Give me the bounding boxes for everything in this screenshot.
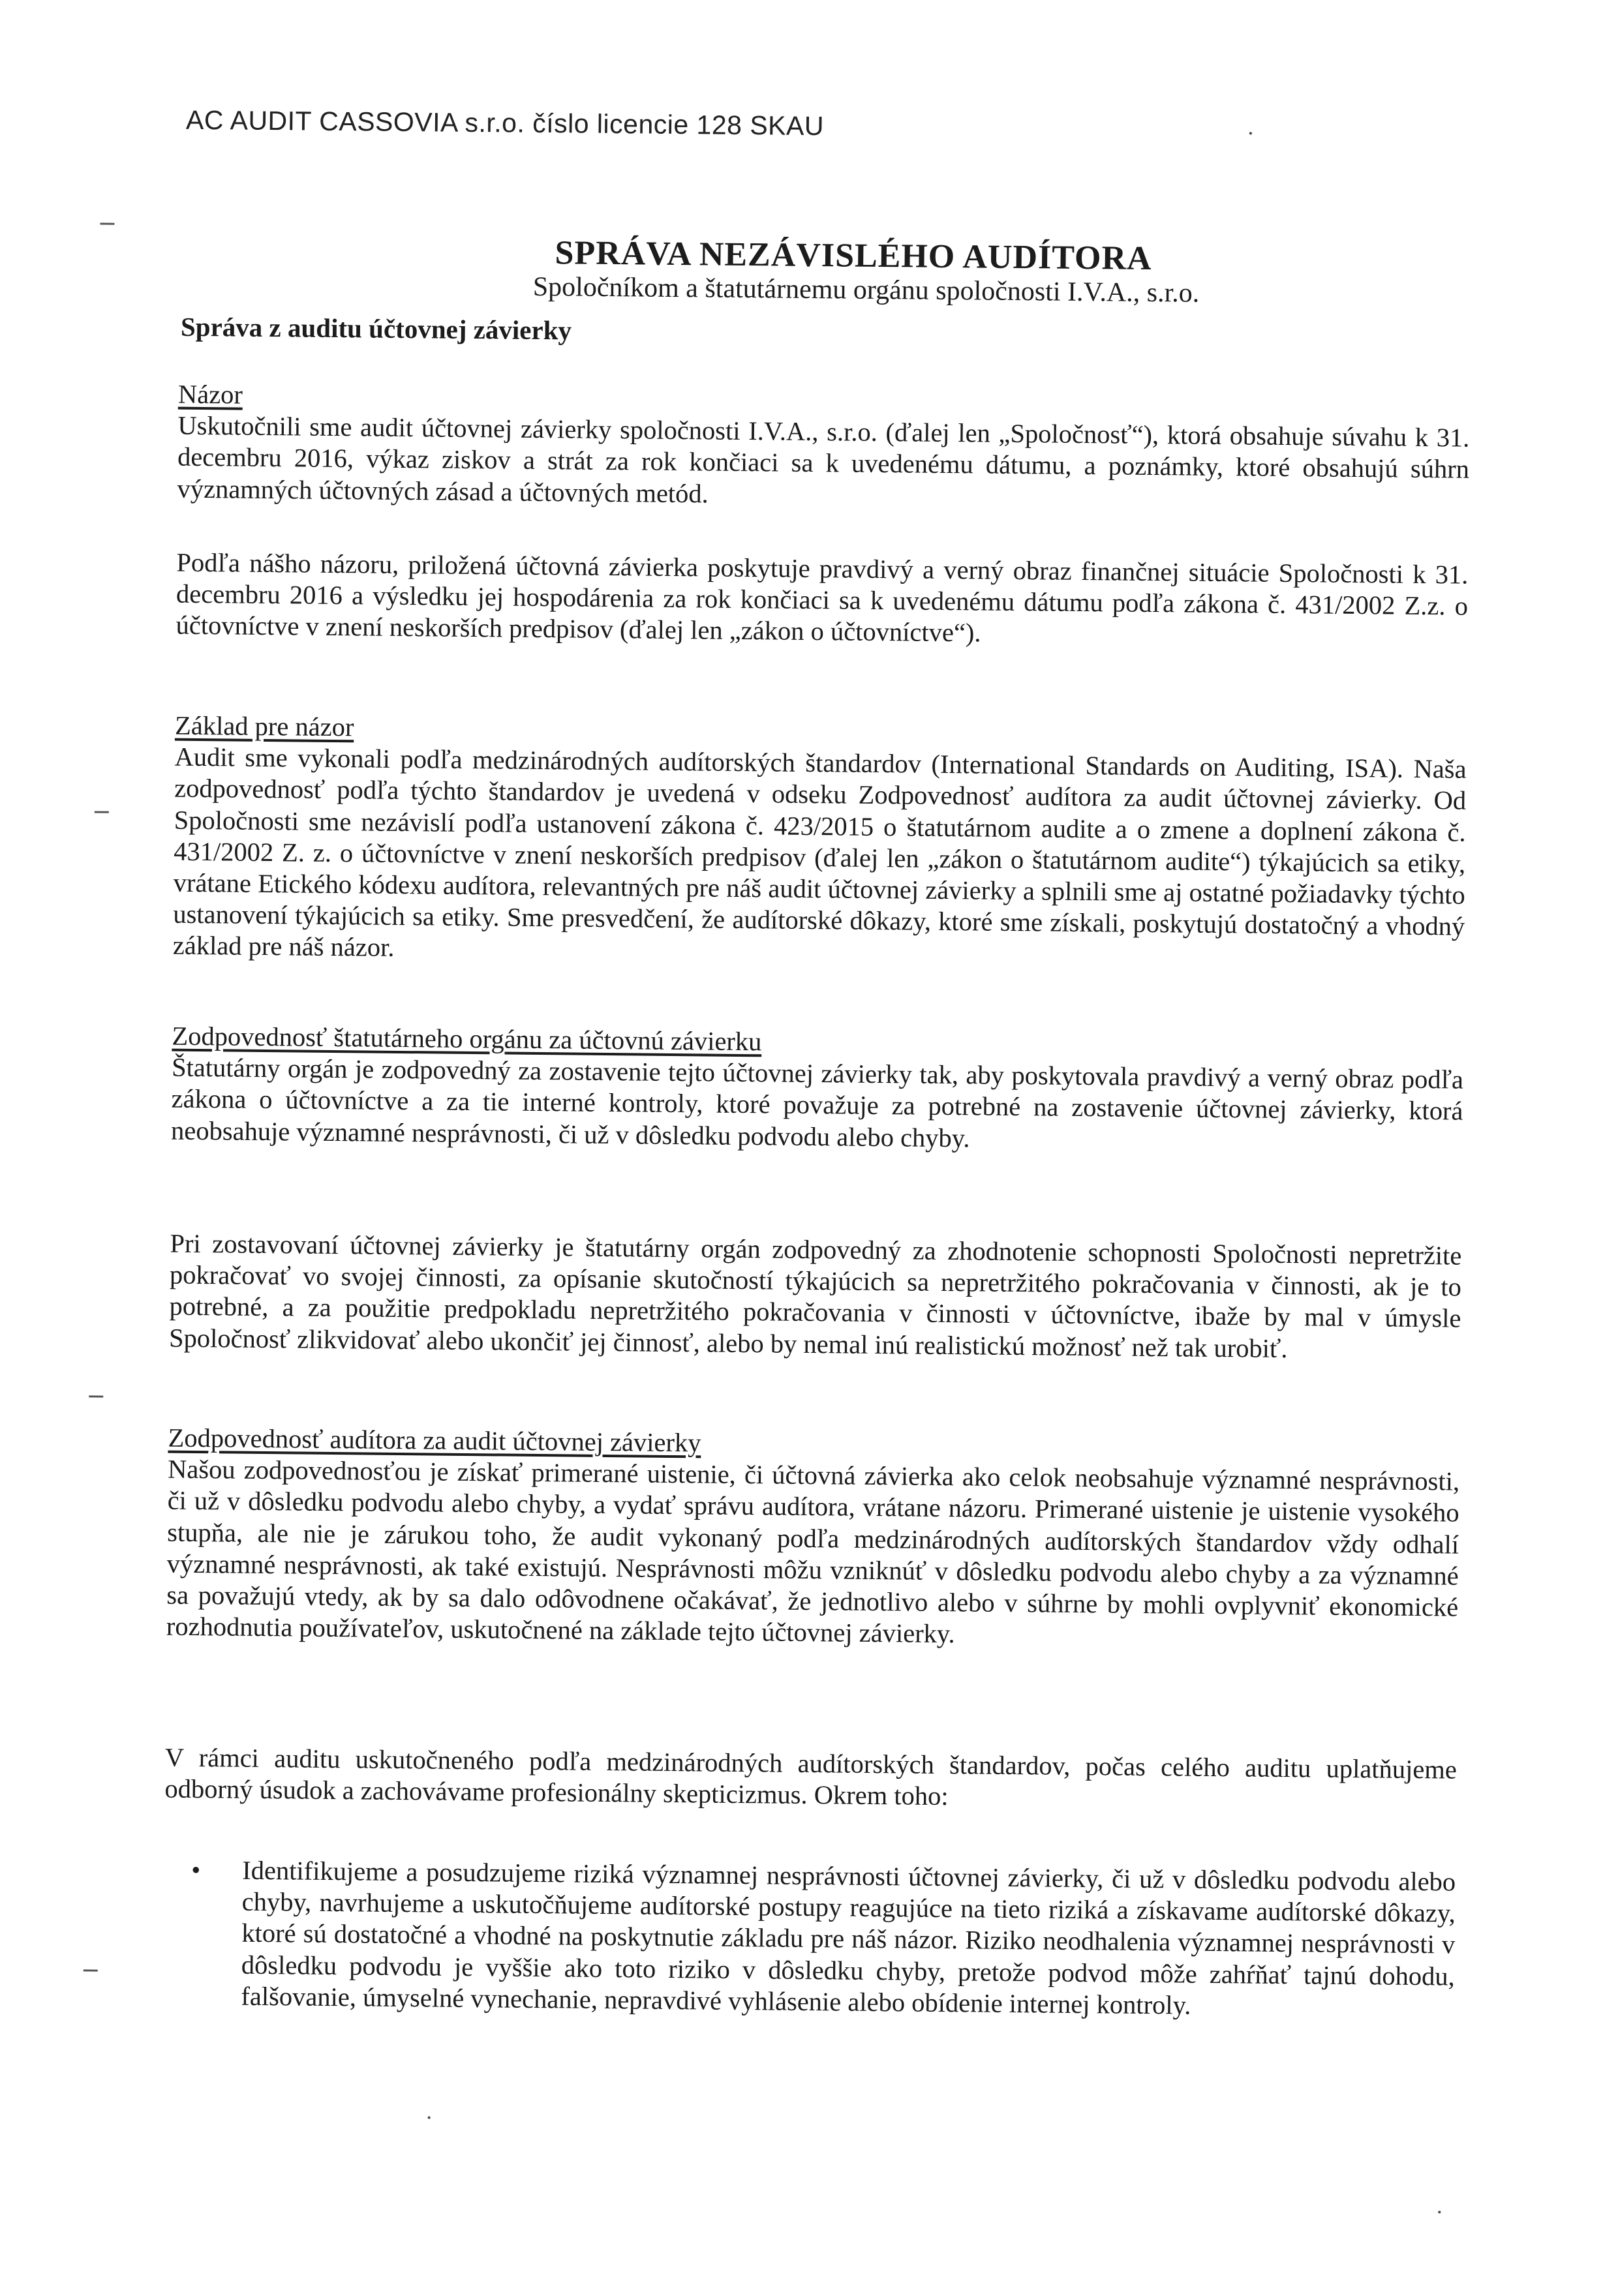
- section-heading-auditor: Zodpovednosť audítora za audit účtovnej závierky: [168, 1423, 701, 1458]
- section-heading-opinion: Názor: [177, 379, 243, 410]
- auditor-paragraph-2: V rámci auditu uskutočneného podľa medzinárodných audítorských štandardov, počas celého auditu uplatňujeme odborný úsudok a zachovávame profesionálny skepticizmus. Okrem toho:: [164, 1742, 1458, 1811]
- management-paragraph-2: Pri zostavovaní účtovnej závierky je štatutárny orgán zodpovedný za zhodnotenie schopnosti Spoločnosti nepretržite pokračovať vo svojej činnosti, za opísanie skutočností týkajúcich sa nepretržitého pokračovania v činnosti, ak je to potrebné, a za použitie predpokladu nepretržitého pokračovania v činnosti v účtovníctve, ibaže by mal v úmysle Spoločnosť zlikvidovať alebo ukončiť jej činnosť, alebo by nemal inú realistickú možnosť než tak urobiť.: [168, 1228, 1462, 1363]
- section-management-cont: [169, 1228, 1462, 1367]
- report-section-heading: Správa z auditu účtovnej závierky: [180, 311, 572, 346]
- section-heading-basis: Základ pre názor: [174, 710, 354, 742]
- section-auditor-cont: [164, 1742, 1457, 1817]
- section-opinion: [177, 379, 1470, 517]
- margin-tick-mark: [89, 1395, 103, 1397]
- margin-tick-mark: [84, 1969, 98, 1971]
- list-item: • Identifikujeme a posudzujeme riziká významnej nesprávnosti účtovnej závierky, či už v dôsledku podvodu alebo chyby, navrhujeme a uskutočňujeme audítorské postupy reagujúce na tieto riziká a získavame audítorské dôkazy, ktoré sú dostatočné a vhodné na poskytnutie základu pre náš názor. Riziko neodhalenia významnej nesprávnosti v dôsledku podvodu je vyššie ako toto riziko v dôsledku chyby, pretože podvod môže zahŕňať tajnú dohodu, falšovanie, úmyselné vynechanie, nepravdivé vyhlásenie alebo obídenie internej kontroly.: [241, 1855, 1456, 2024]
- auditor-bullet-list: [162, 1854, 1456, 2024]
- section-auditor-responsibility: [166, 1423, 1460, 1655]
- scan-speck: [1249, 132, 1252, 134]
- section-basis: [173, 710, 1467, 974]
- auditor-paragraph-1: Našou zodpovednosťou je získať primerané uistenie, či účtovná závierka ako celok neobsahuje významné nesprávnosti, či už v dôsledku podvodu alebo chyby, a vydať správu audítora, vrátane názoru. Primerané uistenie je uistenie vysokého stupňa, ale nie je zárukou toho, že audit vykonaný podľa medzinárodných audítorských štandardov vždy odhalí významné nesprávnosti, ak také existujú. Nesprávnosti môžu vzniknúť v dôsledku podvodu alebo chyby a za významné sa považujú vtedy, ak by sa dalo odôvodnene očakávať, že jednotlivo alebo v súhrne by mohli ovplyvniť ekonomické rozhodnutia používateľov, uskutočnené na základe tejto účtovnej závierky.: [166, 1454, 1460, 1649]
- opinion-paragraph-1: Uskutočnili sme audit účtovnej závierky spoločnosti I.V.A., s.r.o. (ďalej len „Spoločnosť“), ktorá obsahuje súvahu k 31. decembru 2016, výkaz ziskov a strát za rok končiaci sa k uvedenému dátumu, a poznámky, ktoré obsahujú súhrn významných účtovných zásad a účtovných metód.: [177, 410, 1470, 509]
- report-addressee: Spoločníkom a štatutárnemu orgánu spoločnosti I.V.A., s.r.o.: [532, 271, 1200, 309]
- margin-tick-mark: [95, 811, 109, 813]
- basis-paragraph: Audit sme vykonali podľa medzinárodných audítorských štandardov (International Standards on Auditing, ISA). Naša zodpovednosť podľa týchto štandardov je uvedená v odseku Zodpovednosť audítora za audit účtovnej závierky. Od Spoločnosti sme nezávislí podľa ustanovení zákona č. 423/2015 o štatutárnom audite a o zmene a doplnení zákona č. 431/2002 Z. z. o účtovníctve v znení neskorších predpisov (ďalej len „zákon o štatutárnom audite“) týkajúcich sa etiky, vrátane Etického kódexu audítora, relevantných pre náš audit účtovnej závierky a splnili sme aj ostatné požiadavky týchto ustanovení týkajúcich sa etiky. Sme presvedčení, že audítorské dôkazy, ktoré sme získali, poskytujú dostatočný a vhodný základ pre náš názor.: [172, 742, 1467, 963]
- auditor-procedures-list: [162, 1854, 1456, 2024]
- opinion-paragraph-2: Podľa nášho názoru, priložená účtovná závierka poskytuje pravdivý a verný obraz finančnej situácie Spoločnosti k 31. decembru 2016 a výsledku jej hospodárenia za rok končiaci sa k uvedenému dátumu podľa zákona č. 431/2002 Z.z. o účtovníctve v znení neskorších predpisov (ďalej len „zákon o účtovníctve“).: [176, 547, 1469, 648]
- section-heading-management: Zodpovednosť štatutárneho orgánu za účtovnú závierku: [172, 1021, 762, 1057]
- report-title: SPRÁVA NEZÁVISLÉHO AUDÍTORA: [555, 234, 1152, 277]
- management-paragraph-1: Štatutárny orgán je zodpovedný za zostavenie tejto účtovnej závierky tak, aby poskytovala pravdivý a verný obraz podľa zákona o účtovníctve a za tie interné kontroly, ktoré považuje za potrebné na zostavenie účtovnej závierky, ktorá neobsahuje významné nesprávnosti, či už v dôsledku podvodu alebo chyby.: [170, 1052, 1464, 1153]
- scan-speck: [1438, 2211, 1441, 2213]
- margin-tick-mark: [100, 223, 114, 225]
- section-opinion-cont: [176, 547, 1468, 654]
- section-management-responsibility: [171, 1021, 1464, 1159]
- auditor-license-header: AC AUDIT CASSOVIA s.r.o. číslo licencie 128 SKAU: [185, 104, 825, 142]
- scan-speck: [428, 2116, 431, 2119]
